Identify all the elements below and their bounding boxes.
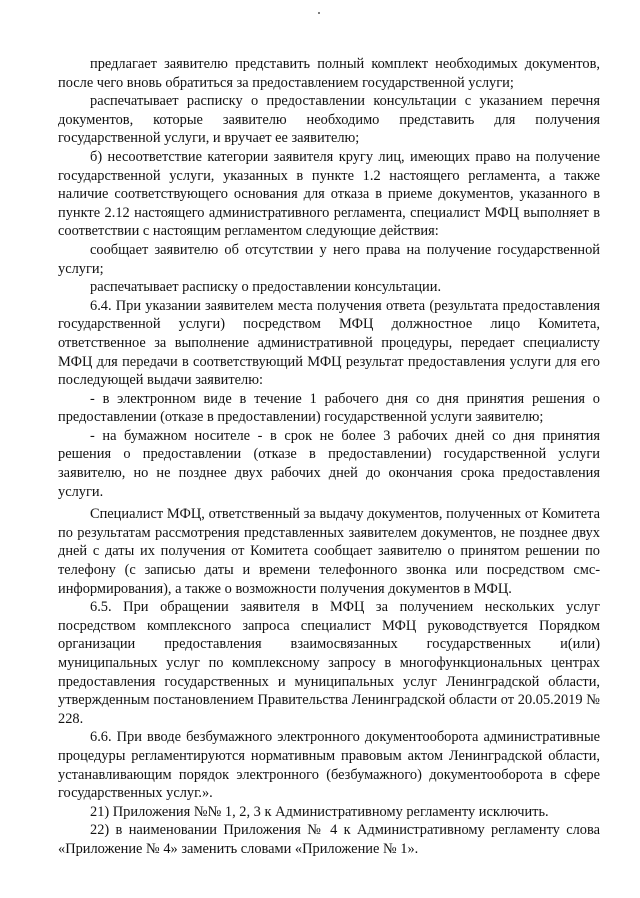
paragraph: 6.5. При обращении заявителя в МФЦ за получением нескольких услуг посредством комплексного запроса специалист МФЦ руководствуется Порядком организации предоставления взаимосвязанных государственных и(или) муниципальных услуг по комплексному запросу в многофункциональных центрах предоставления государственных и муниципальных услуг Ленинградской области, утвержденным постановлением Правительства Ленинградской области от 20.05.2019 № 228. (58, 599, 600, 727)
paragraph: предлагает заявителю представить полный комплект необходимых документов, после чего вновь обратиться за предоставлением государственной услуги; (58, 56, 600, 91)
document-page (58, 55, 600, 859)
paragraph: Специалист МФЦ, ответственный за выдачу документов, полученных от Комитета по результатам рассмотрения представленных заявителем документов, не позднее двух дней с даты их получения от Комитета сообщает заявителю о принятом решении по телефону (с записью даты и времени телефонного звонка или посредством смс-информирования), а также о возможности получения документов в МФЦ. (58, 506, 600, 597)
paragraph: 22) в наименовании Приложения № 4 к Административному регламенту слова «Приложение № 4» заменить словами «Приложение № 1». (58, 822, 600, 857)
paragraph: распечатывает расписку о предоставлении консультации с указанием перечня документов, которые заявителю необходимо представить для получения государственной услуги, и вручает ее заявителю; (58, 93, 600, 147)
paragraph: б) несоответствие категории заявителя кругу лиц, имеющих право на получение государственной услуги, указанных в пункте 1.2 настоящего регламента, а также наличие соответствующего основания для отказа в приеме документов, указанного в пункте 2.12 настоящего административного регламента, специалист МФЦ выполняет в соответствии с настоящим регламентом следующие действия: (58, 148, 600, 240)
scan-speck (318, 12, 320, 14)
paragraph: 6.6. При вводе безбумажного электронного документооборота административные процедуры регламентируются нормативным правовым актом Ленинградской области, устанавливающим порядок электронного (безбумажного) документооборота в сфере государственных услуг.». (58, 729, 600, 802)
paragraph: сообщает заявителю об отсутствии у него права на получение государственной услуги; (58, 241, 600, 277)
paragraph: - в электронном виде в течение 1 рабочего дня со дня принятия решения о предоставлении (отказе в предоставлении) государственной услуги заявителю; (58, 390, 600, 426)
paragraph: распечатывает расписку о предоставлении консультации. (90, 279, 442, 296)
paragraph: 6.4. При указании заявителем места получения ответа (результата предоставления государственной услуги) посредством МФЦ должностное лицо Комитета, ответственное за выполнение административной процедуры, передает специалисту МФЦ для передачи в соответствующий МФЦ результат предоставления услуги для его последующей выдачи заявителю: (58, 297, 600, 389)
paragraph: 21) Приложения №№ 1, 2, 3 к Административному регламенту исключить. (90, 803, 549, 820)
paragraph: - на бумажном носителе - в срок не более 3 рабочих дней со дня принятия решения о предоставлении (отказе в предоставлении) государственной услуги заявителю, но не позднее двух рабочих дней до окончания срока предоставления услуги. (58, 427, 600, 500)
